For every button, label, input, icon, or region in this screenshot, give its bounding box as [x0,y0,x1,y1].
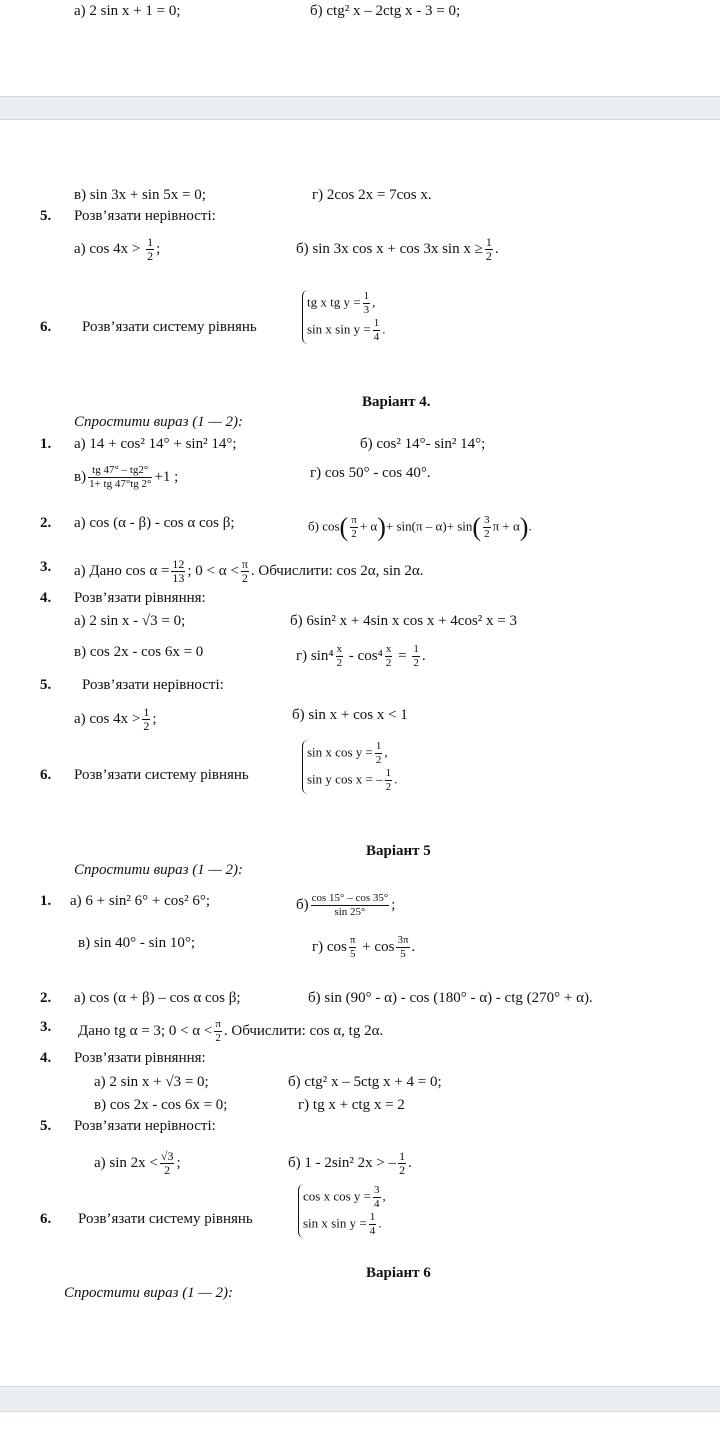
variant-5-heading: Варіант 5 [366,843,431,859]
equation-system: tg x tg y = $\frac{1}{3}$ , sin x sin y = $\frac{1}{4}$ . [302,290,385,344]
v4-task5-title: Розв’язати нерівності: [82,677,224,693]
variant-4-heading: Варіант 4. [362,394,431,410]
v5-task3-number: 3. [40,1019,52,1035]
v5-task5-number: 5. [40,1118,52,1134]
v4-task2-b: б) cos( $\frac{\pi}{2}$ + α)+ sin(π – α)+ sin( $\frac{3}{2}$ π + α). [308,512,532,542]
task6-title: Розв’язати систему рівнянь [82,319,257,335]
v5-task6-number: 6. [40,1211,52,1227]
v6-simplify-label: Спростити вираз (1 — 2): [64,1285,234,1301]
v5-task4-g: г) tg x + ctg x = 2 [298,1097,405,1113]
v4-task4-b: б) 6sin² x + 4sin x cos x + 4cos² x = 3 [290,613,517,629]
v4-task2-number: 2. [40,515,52,531]
v4-task3: а) Дано cos α = $\frac{12}{13}$ ; 0 < α < $\frac{\pi}{2}$ . Обчислити: cos 2α, sin 2α. [74,557,424,585]
v5-task4-number: 4. [40,1050,52,1066]
v4-task5-b: б) sin x + cos x < 1 [292,707,408,723]
v4-task4-number: 4. [40,590,52,606]
task5-number: 5. [40,208,52,224]
task4-g: г) 2cos 2x = 7cos x. [312,187,432,203]
page-separator [0,1386,720,1412]
v4-task6-number: 6. [40,767,52,783]
v5-equation-system: cos x cos y = $\frac{3}{4}$ , sin x sin y = $\frac{1}{4}$ . [298,1184,386,1238]
v5-task4-a: а) 2 sin x + √3 = 0; [94,1074,209,1090]
v4-task1-v: в) $\frac{tg 47^\circ - tg2^\circ}{1+ tg 47^\circ tg 2^\circ}$ +1 ; [74,464,179,490]
v4-task1-g: г) cos 50° - cos 40°. [310,465,431,481]
task5-title: Розв’язати нерівності: [74,208,216,224]
v5-task1-b: б) $\frac{\cos 15^\circ - \cos 35^\circ}{\sin 25^\circ}$ ; [296,892,396,918]
v4-task4-g: г) sin⁴ $\frac{x}{2}$ - cos⁴ $\frac{x}{2}$ = $\frac{1}{2}$ . [296,643,426,669]
v4-task4-a: а) 2 sin x - √3 = 0; [74,613,186,629]
v4-task1-number: 1. [40,436,52,452]
v5-task4-v: в) cos 2x - cos 6x = 0; [94,1097,228,1113]
task5-b: б) sin 3x cos x + cos 3x sin x ≥ $\frac{1}{2}$ . [296,235,499,263]
top-task-a: а) 2 sin x + 1 = 0; [74,3,181,19]
v4-task2-a: а) cos (α - β) - cos α cos β; [74,515,235,531]
top-task-b: б) ctg² x – 2ctg x - 3 = 0; [310,3,461,19]
v4-task5-number: 5. [40,677,52,693]
v5-task6-title: Розв’язати систему рівнянь [78,1211,253,1227]
v5-task3: Дано tg α = 3; 0 < α < $\frac{\pi}{2}$ . Обчислити: cos α, tg 2α. [78,1018,384,1044]
v5-task5-b: б) 1 - 2sin² 2x > – $\frac{1}{2}$ . [288,1149,412,1177]
v4-task6-title: Розв’язати систему рівнянь [74,767,249,783]
v5-task1-number: 1. [40,893,52,909]
v4-task1-a: а) 14 + cos² 14° + sin² 14°; [74,436,237,452]
v5-simplify-label: Спростити вираз (1 — 2): [74,862,244,878]
task5-a: а) cos 4x > $\frac{1}{2}$ ; [74,235,161,263]
v4-task1-b: б) cos² 14°- sin² 14°; [360,436,486,452]
v4-equation-system: sin x cos y = $\frac{1}{2}$ , sin y cos x = – $\frac{1}{2}$ . [302,740,397,794]
task6-number: 6. [40,319,52,335]
v4-task4-v: в) cos 2x - cos 6x = 0 [74,644,204,660]
v4-task3-number: 3. [40,559,52,575]
v5-task1-g: г) cos $\frac{\pi}{5}$ + cos $\frac{3\pi}{5}$ . [312,934,416,960]
v5-task2-number: 2. [40,990,52,1006]
v5-task4-b: б) ctg² x – 5ctg x + 4 = 0; [288,1074,442,1090]
v4-simplify-label: Спростити вираз (1 — 2): [74,414,244,430]
v4-task4-title: Розв’язати рівняння: [74,590,206,606]
page-separator [0,96,720,120]
v5-task1-a: а) 6 + sin² 6° + cos² 6°; [70,893,210,909]
v5-task1-v: в) sin 40° - sin 10°; [78,935,195,951]
v5-task5-a: а) sin 2x < $\frac{√3}{2}$ ; [94,1149,181,1177]
variant-6-heading: Варіант 6 [366,1265,431,1281]
v5-task4-title: Розв’язати рівняння: [74,1050,206,1066]
v4-task5-a: а) cos 4x > $\frac{1}{2}$ ; [74,705,157,733]
v5-task2-b: б) sin (90° - α) - cos (180° - α) - ctg (270° + α). [308,990,593,1006]
v5-task2-a: а) cos (α + β) – cos α cos β; [74,990,241,1006]
task4-v: в) sin 3x + sin 5x = 0; [74,187,206,203]
v5-task5-title: Розв’язати нерівності: [74,1118,216,1134]
